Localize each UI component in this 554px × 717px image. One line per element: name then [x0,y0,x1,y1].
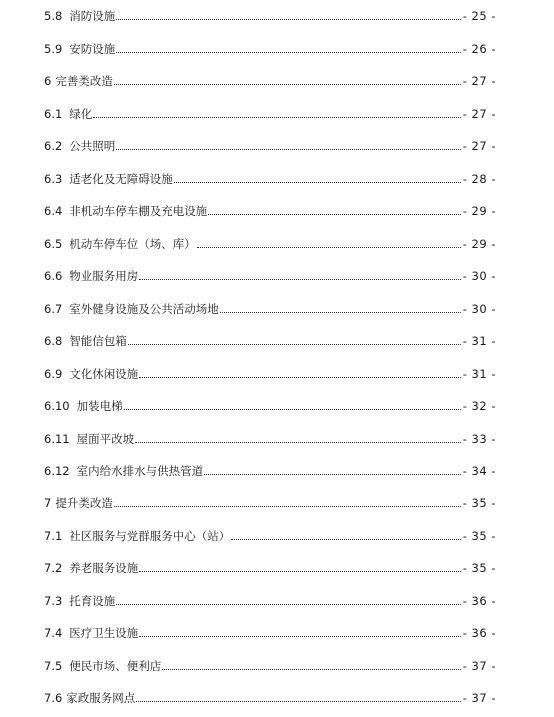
toc-entry-number: 6.6 [44,269,63,283]
toc-entry-page: - 28 - [462,172,496,186]
toc-entry-6-1[interactable] [44,102,496,122]
toc-entry-title: 机动车停车位（场、库） [69,237,196,251]
toc-entry-page: - 32 - [462,399,496,413]
toc-entry-title: 非机动车停车棚及充电设施 [69,204,208,218]
toc-dot-leader [116,51,460,53]
toc-entry-7-1[interactable] [44,524,496,544]
toc-entry-number: 5.8 [44,9,63,23]
toc-dot-leader [135,441,461,443]
toc-entry-6-9[interactable] [44,362,496,382]
toc-entry-page: - 27 - [462,74,496,88]
toc-dot-leader [139,635,460,637]
toc-dot-leader [139,278,460,280]
toc-entry-6[interactable] [44,69,496,89]
toc-entry-title: 安防设施 [69,42,116,56]
toc-entry-number: 6.5 [44,237,63,251]
toc-dot-leader [208,213,460,215]
toc-entry-page: - 29 - [462,237,496,251]
toc-entry-page: - 27 - [462,107,496,121]
toc-entry-title: 物业服务用房 [69,269,139,283]
toc-entry-6-4[interactable] [44,199,496,219]
toc-entry-number: 6.1 [44,107,63,121]
toc-entry-6-8[interactable] [44,329,496,349]
toc-entry-title: 医疗卫生设施 [69,626,139,640]
toc-entry-title: 室外健身设施及公共活动场地 [69,302,219,316]
toc-entry-title: 公共照明 [69,139,116,153]
toc-entry-title: 完善类改造 [55,74,113,88]
toc-entry-7-4[interactable] [44,621,496,641]
toc-entry-5-9[interactable] [44,37,496,57]
toc-entry-page: - 25 - [462,9,496,23]
toc-entry-page: - 35 - [462,496,496,510]
toc-entry-page: - 30 - [462,302,496,316]
toc-entry-number: 7 [44,496,52,510]
toc-entry-6-2[interactable] [44,134,496,154]
toc-entry-7[interactable] [44,491,496,511]
toc-entry-6-6[interactable] [44,264,496,284]
toc-entry-number: 6.7 [44,302,63,316]
toc-entry-number: 6.3 [44,172,63,186]
toc-dot-leader [174,181,461,183]
toc-entry-title: 室内给水排水与供热管道 [76,464,204,478]
toc-dot-leader [136,700,460,702]
toc-entry-6-5[interactable] [44,232,496,252]
toc-dot-leader [139,570,460,572]
toc-entry-title: 屋面平改坡 [76,432,135,446]
toc-entry-7-2[interactable] [44,556,496,576]
toc-entry-7-6[interactable] [44,686,496,706]
toc-entry-number: 6.12 [44,464,70,478]
toc-entry-title: 消防设施 [69,9,116,23]
toc-dot-leader [162,668,460,670]
toc-entry-6-7[interactable] [44,297,496,317]
toc-entry-page: - 31 - [462,334,496,348]
toc-entry-number: 6.8 [44,334,63,348]
toc-dot-leader [128,343,461,345]
toc-entry-page: - 34 - [462,464,496,478]
toc-entry-number: 6.11 [44,432,70,446]
toc-entry-page: - 26 - [462,42,496,56]
toc-dot-leader [204,473,461,475]
toc-entry-number: 7.3 [44,594,63,608]
toc-entry-number: 7.6 [44,691,63,705]
toc-dot-leader [231,538,460,540]
toc-entry-page: - 35 - [462,561,496,575]
toc-entry-page: - 36 - [462,626,496,640]
toc-entry-page: - 36 - [462,594,496,608]
toc-entry-title: 文化休闲设施 [69,367,139,381]
toc-dot-leader [116,603,460,605]
toc-entry-page: - 35 - [462,529,496,543]
toc-entry-title: 绿化 [69,107,93,121]
toc-dot-leader [114,83,461,85]
toc-dot-leader [220,311,461,313]
toc-entry-title: 适老化及无障碍设施 [69,172,173,186]
toc-entry-5-8[interactable] [44,4,496,24]
toc-entry-title: 便民市场、便利店 [69,659,162,673]
toc-entry-page: - 30 - [462,269,496,283]
toc-entry-page: - 29 - [462,204,496,218]
toc-entry-title: 智能信包箱 [69,334,127,348]
toc-entry-number: 7.2 [44,561,63,575]
toc-entry-page: - 31 - [462,367,496,381]
toc-entry-number: 7.5 [44,659,63,673]
toc-entry-6-11[interactable] [44,427,496,447]
toc-dot-leader [114,505,461,507]
toc-entry-title: 提升类改造 [55,496,113,510]
toc-dot-leader [93,116,460,118]
toc-dot-leader [116,18,460,20]
toc-entry-6-10[interactable] [44,394,496,414]
toc-entry-number: 7.4 [44,626,63,640]
toc-dot-leader [124,408,461,410]
toc-entry-number: 6.10 [44,399,70,413]
toc-entry-number: 6.2 [44,139,63,153]
toc-entry-title: 社区服务与党群服务中心（站） [69,529,231,543]
toc-entry-title: 加装电梯 [76,399,123,413]
toc-entry-title: 托育设施 [69,594,116,608]
toc-entry-number: 7.1 [44,529,63,543]
toc-entry-page: - 37 - [462,691,496,705]
toc-entry-number: 6.9 [44,367,63,381]
toc-dot-leader [139,376,460,378]
toc-entry-7-5[interactable] [44,654,496,674]
toc-entry-page: - 33 - [462,432,496,446]
toc-entry-title: 家政服务网点 [66,691,136,705]
toc-entry-page: - 27 - [462,139,496,153]
toc-dot-leader [116,148,460,150]
toc-dot-leader [197,246,461,248]
toc-entry-title: 养老服务设施 [69,561,139,575]
toc-entry-6-12[interactable] [44,459,496,479]
toc-entry-7-3[interactable] [44,589,496,609]
toc-entry-number: 5.9 [44,42,63,56]
toc-entry-6-3[interactable] [44,167,496,187]
toc-entry-page: - 37 - [462,659,496,673]
toc-entry-number: 6 [44,74,52,88]
toc-entry-number: 6.4 [44,204,63,218]
